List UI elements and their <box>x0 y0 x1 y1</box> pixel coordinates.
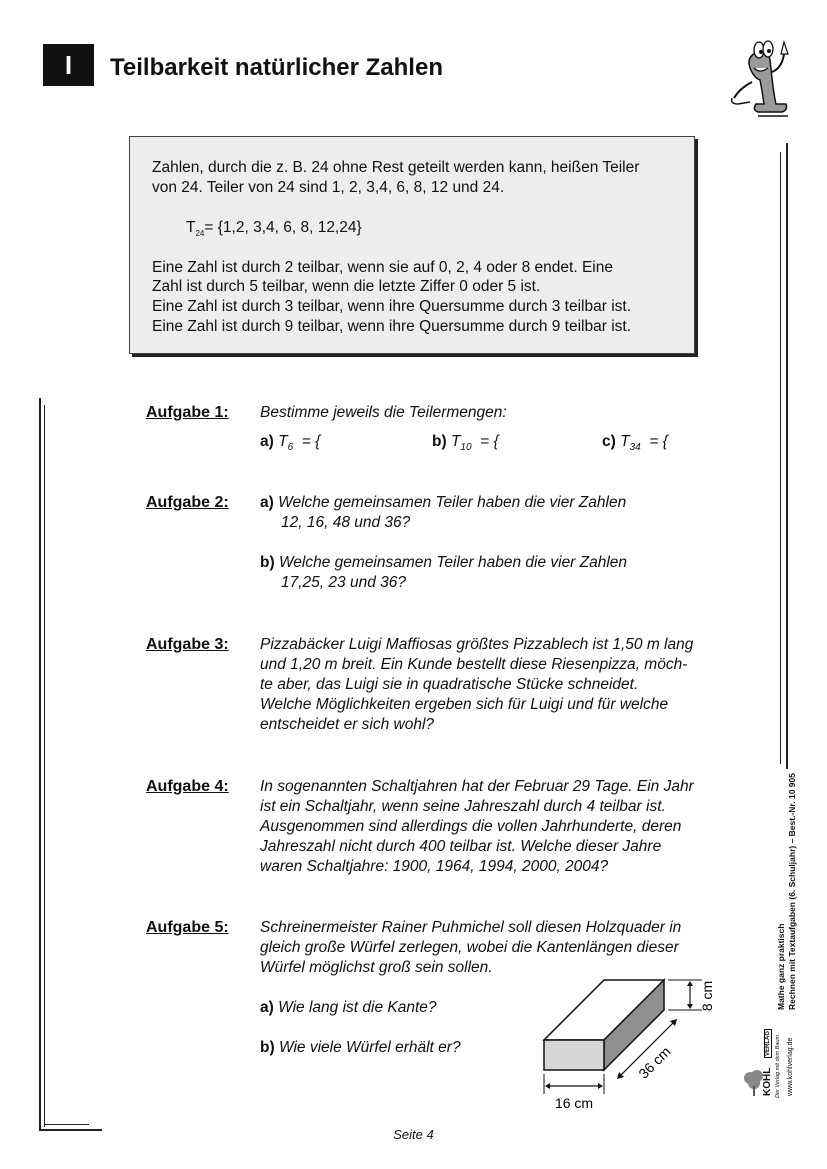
task-3-line: Welche Möglichkeiten ergeben sich für Luigi und für welche <box>260 696 669 713</box>
task-4-line: ist ein Schaltjahr, wenn seine Jahreszahl durch 4 teilbar ist. <box>260 798 666 815</box>
task-2b-line2: 17,25, 23 und 36? <box>281 574 406 591</box>
set-symbol: T <box>186 219 196 236</box>
info-line: von 24. Teiler von 24 sind 1, 2, 3,4, 6, 8, 12 und 24. <box>152 179 505 196</box>
task-5-line: gleich große Würfel zerlegen, wobei die Kantenlängen dieser <box>260 939 679 956</box>
task-3-line: te aber, das Luigi sie in quadratische Stücke schneidet. <box>260 676 639 693</box>
chapter-number: I <box>64 49 73 80</box>
frame-line-bottom-inner <box>44 1124 89 1125</box>
page-number: Seite 4 <box>393 1127 434 1142</box>
publisher-tagline: Der Verlag mit dem Baum <box>775 1034 781 1098</box>
task-2a: a) Welche gemeinsamen Teiler haben die vier Zahlen <box>260 494 627 511</box>
info-line: Eine Zahl ist durch 2 teilbar, wenn sie auf 0, 2, 4 oder 8 endet. Eine <box>152 259 613 276</box>
task-5-line: Würfel möglichst groß sein sollen. <box>260 959 493 976</box>
task-1c: c) $T_{34}$ = { <box>602 433 668 454</box>
task-2a-line2: 12, 16, 48 und 36? <box>281 514 411 531</box>
frame-line-left-inner <box>44 405 45 1127</box>
task-3-line: und 1,20 m breit. Ein Kunde bestellt diese Riesenpizza, möch- <box>260 656 688 673</box>
width-label: 16 cm <box>554 1095 594 1111</box>
set-value: = {1,2, 3,4, 6, 8, 12,24} <box>204 219 362 236</box>
frame-line-left-outer <box>39 398 41 1130</box>
publisher-logo-sub: VERLAG <box>765 1030 771 1056</box>
dim-arrow <box>545 1083 550 1089</box>
chapter-badge <box>43 44 94 86</box>
cuboid-front-face <box>544 1040 604 1070</box>
task-1a: a) $T_6$ = { <box>260 433 321 454</box>
book-title-order-number: Rechnen mit Textaufgaben (6. Schuljahr) – Best.-Nr. 10 905 <box>787 773 797 1010</box>
task-4-label: Aufgabe 4: <box>146 778 229 795</box>
dim-arrow <box>598 1083 603 1089</box>
wood-cuboid-diagram <box>530 970 730 1115</box>
task-4-line: waren Schaltjahre: 1900, 1964, 1994, 2000, 2004? <box>260 858 609 875</box>
dim-arrow <box>687 981 693 986</box>
info-line: Eine Zahl ist durch 9 teilbar, wenn ihre Quersumme durch 9 teilbar ist. <box>152 318 632 335</box>
publisher-logo-text: KOHL <box>762 1067 773 1096</box>
task-3-line: entscheidet er sich wohl? <box>260 716 435 733</box>
task-5-label: Aufgabe 5: <box>146 919 229 936</box>
task-2-label: Aufgabe 2: <box>146 494 229 511</box>
task-3-line: Pizzabäcker Luigi Maffiosas größtes Pizzablech ist 1,50 m lang <box>260 636 694 653</box>
page-title: Teilbarkeit natürlicher Zahlen <box>110 54 443 81</box>
frame-line-right-inner <box>780 152 781 764</box>
task-1b: b) $T_{10}$ = { <box>432 433 499 454</box>
frame-line-right-outer <box>786 143 788 769</box>
depth-label: 36 cm <box>635 1043 674 1082</box>
task-4-line: Jahreszahl nicht durch 400 teilbar ist. Welche dieser Jahre <box>260 838 662 855</box>
dim-arrow <box>687 1004 693 1009</box>
task-1-label: Aufgabe 1: <box>146 404 229 421</box>
task-5b: b) Wie viele Würfel erhält er? <box>260 1039 461 1056</box>
info-line: Zahlen, durch die z. B. 24 ohne Rest geteilt werden kann, heißen Teiler <box>152 159 640 176</box>
set-subscript: 24 <box>195 229 205 239</box>
info-box <box>129 136 695 354</box>
task-1-text: Bestimme jeweils die Teilermengen: <box>260 404 507 421</box>
task-5-line: Schreinermeister Rainer Puhmichel soll diesen Holzquader in <box>260 919 682 936</box>
task-4-line: In sogenannten Schaltjahren hat der Februar 29 Tage. Ein Jahr <box>260 778 694 795</box>
info-line: Eine Zahl ist durch 3 teilbar, wenn ihre Quersumme durch 3 teilbar ist. <box>152 298 632 315</box>
task-3-label: Aufgabe 3: <box>146 636 229 653</box>
series-title: Mathe ganz praktisch <box>776 923 786 1010</box>
height-label: 8 cm <box>699 980 715 1012</box>
task-5a: a) Wie lang ist die Kante? <box>260 999 437 1016</box>
info-line: Zahl ist durch 5 teilbar, wenn die letzte Ziffer 0 oder 5 ist. <box>152 278 541 295</box>
divisor-set-formula <box>186 219 362 238</box>
publisher-url: www.kohlverlag.de <box>787 1037 794 1096</box>
task-4-line: Ausgenommen sind allerdings die vollen Jahrhunderte, deren <box>260 818 682 835</box>
task-2b: b) Welche gemeinsamen Teiler haben die vier Zahlen <box>260 554 628 571</box>
mascot-number-one-illustration <box>728 38 798 118</box>
